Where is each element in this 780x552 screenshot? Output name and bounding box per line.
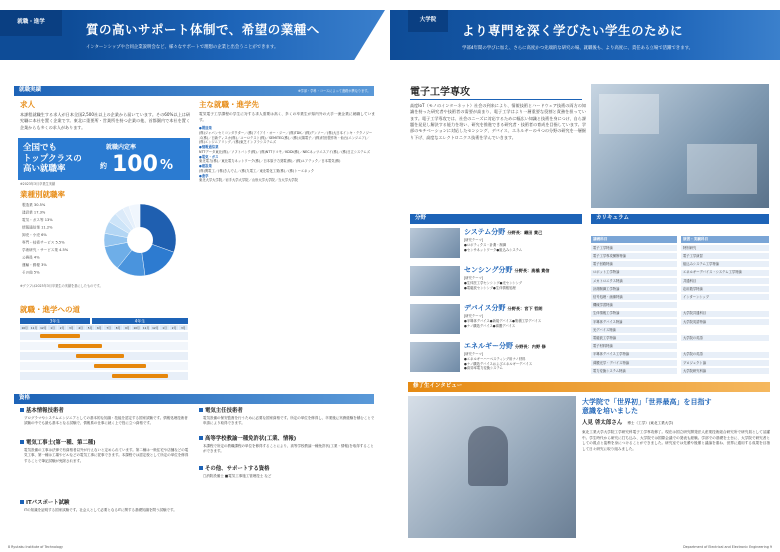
timeline-bar xyxy=(112,374,168,378)
pie-label-0: 製造業 30.5% xyxy=(22,203,46,207)
path-heading: 就職・進学への道 xyxy=(20,305,80,314)
page-subtitle: 学部4年間の学びに加え、さらに高度かつ先端的な研究の場、就職後も、より高度に、責任ある立場で活躍できます。 xyxy=(462,46,694,51)
name-sub: 博士（工学）(東北工業大学) xyxy=(627,421,674,425)
field-head: 分野長：織田 貴己 xyxy=(507,230,543,235)
curriculum-cell: 大学院の英語 xyxy=(681,335,769,342)
field-photo xyxy=(410,304,460,334)
fields-bar-label: 分野 xyxy=(415,215,427,222)
curriculum-cell: 計測制御工学特論 xyxy=(591,286,677,293)
field-photo xyxy=(410,266,460,296)
pie-hole xyxy=(127,227,153,253)
stat-line-3: 高い就職率 xyxy=(23,164,66,175)
curriculum-cell: 電子工学演習 xyxy=(681,253,769,260)
month-label: 8月 xyxy=(115,325,121,330)
year4-label: 4年生 xyxy=(134,318,146,324)
month-label: 3月 xyxy=(69,325,74,330)
section-label: 大学院 xyxy=(408,10,448,32)
stat-line-1: 全国でも xyxy=(23,143,58,153)
month-label: 2月 xyxy=(171,325,177,330)
curriculum-cell: 光デバイス特論 xyxy=(591,327,677,334)
left-header xyxy=(0,10,385,64)
field-name xyxy=(464,228,542,237)
field-title: エネルギー分野 xyxy=(464,342,513,350)
field-topics: [研究テーマ] ●エネルギーハーベスティング用ナノ材料 ●ナノ構造デバイスおよびエネルギーデバイス ●高効率電力変換システム xyxy=(464,352,533,371)
timeline-chart xyxy=(20,318,190,388)
pie-label-5: 専門・技術サービス 5.5% xyxy=(22,240,65,245)
right-footer: Department of Electrical and Electronic Engineering 9 xyxy=(683,544,772,549)
employer-items: (株)ジャパンセミコンダクター／(株)アイアイ・オー・ジー／(株)TDK／(株)デンソー／(株)大日本インキ・テクノジーズ(株)／日新ディスカ(株)／ユーロテスト(株)／SEMITEC(株)／(株)太陽電子／(株)村田製作所・仙台(エンジニア)／(株)エンジニアリング／(株)東芝インフラシステムズ xyxy=(199,130,373,145)
left-footer: 8 Ryutaku Institute of Technology xyxy=(8,544,63,549)
qualification-title: 基本情報技術者 xyxy=(20,408,64,415)
field-item xyxy=(410,266,586,300)
pie-label-6: 学術研究・サービス業 4.5% xyxy=(22,248,69,252)
curriculum-cell: 生体情報工学特論 xyxy=(591,311,677,318)
month-label: 11月 xyxy=(30,325,38,330)
kyujin-text: 本課程就職生する求人が日本全国2,500社以上の企業から届いています。その60%以上は研究職に本社を置く企業です。東北に重要所・営業所を持つ企業の他、首都圏内で本社を置く企業からも多くの求人があります。 xyxy=(20,112,190,130)
qual-section-bar xyxy=(14,394,374,404)
curriculum-cell: メカトロニクス特論 xyxy=(591,278,677,285)
rate-suffix: % xyxy=(160,158,174,173)
fields-bar xyxy=(410,214,582,224)
curriculum-row xyxy=(591,253,769,261)
qualification-title: 電気主任技術者 xyxy=(199,408,243,415)
timeline-bar xyxy=(94,364,146,368)
curriculum-cell: 電磁波工学特論 xyxy=(591,335,677,342)
qualification-title: 高等学校教諭一種免許状(工業、情報) xyxy=(199,436,296,443)
page-title: 質の高いサポート体制で、希望の業種へ xyxy=(86,22,320,37)
field-item xyxy=(410,342,586,376)
qualification-text: 電気設備の保安監督を行うために必要な国家資格です。所定の単位を修得し、卒業後に実務経験を積むことで申請により取得できます。 xyxy=(203,416,375,426)
title-rule xyxy=(410,99,582,100)
curriculum-cell: インターンシップ xyxy=(681,294,769,301)
right-page xyxy=(390,0,780,552)
page-subtitle: インターンシップや合同企業説明会など、様々なサポートで理想の企業と出会うことができます。 xyxy=(86,45,279,50)
rate-prefix: 約 xyxy=(100,162,107,170)
employment-rate-box xyxy=(18,138,190,180)
curriculum-cell: 電力変換システム特論 xyxy=(591,368,677,375)
curriculum-row xyxy=(591,278,769,286)
curriculum-cell: 機械学習特論 xyxy=(591,302,677,309)
kyujin-heading: 求人 xyxy=(20,100,35,109)
curriculum-cell: 大学院英語特論 xyxy=(681,319,769,326)
field-topics: [研究テーマ] ●ロボティクス・計測・制御 ●センサネットワーク●組込みシステム xyxy=(464,238,523,252)
field-item xyxy=(410,228,586,262)
headline-line-1: 大学院で「世界初」「世界最高」を目指す xyxy=(582,398,712,406)
field-head: 分野長：宮下 哲朗 xyxy=(507,306,543,311)
curriculum-row xyxy=(591,302,769,310)
qualification-text: ITの知識を証明する国家試験です。社会人として必要となるITに関する基礎知識を問う試験です。 xyxy=(24,508,177,512)
month-label: 6月 xyxy=(97,325,102,330)
interview-bar xyxy=(408,382,770,392)
qualification-text: プログラマやシステムエンジニアとしての基本的な知識・技能を認定する国家試験です。情報処理技術者試験の中でも最も基本となる試験で、情報系の仕事に就く上で役に立つ資格です。 xyxy=(24,416,188,426)
field-photo xyxy=(410,228,460,258)
pie-label-1: 建設業 17.3% xyxy=(22,210,46,215)
name-main: 人見 啓太郎さん xyxy=(582,420,623,426)
curriculum-cell: 特別研究 xyxy=(681,245,769,252)
field-photo xyxy=(410,342,460,372)
curriculum-cell xyxy=(681,327,769,334)
month-label: 5月 xyxy=(87,325,93,330)
curr-head-2: 演習・実験科目 xyxy=(681,236,769,243)
curriculum-row xyxy=(591,343,769,351)
field-title: システム分野 xyxy=(464,228,506,236)
employer-category: ●建設業 xyxy=(199,164,212,169)
interview-name xyxy=(582,420,673,427)
employer-category: ●電気・ガス xyxy=(199,154,219,159)
employer-category: ●製造業 xyxy=(199,126,212,130)
timeline-bar xyxy=(58,344,102,348)
pie-note: ※グラフは2023年3月卒業生の実績を基にしたものです。 xyxy=(20,284,103,288)
rate-value: 100 xyxy=(112,152,158,177)
employer-items: 東北大学大学院／岩手大学大学院／山形大学大学院／当大学大学院 xyxy=(199,178,298,183)
field-topics: [研究テーマ] ●半導体デバイス●新規デバイス●集積工学デバイス ●ナノ構造デバイス●薄膜デバイス xyxy=(464,314,542,328)
headline-line-2: 意識を培いました xyxy=(582,407,638,416)
field-item xyxy=(410,304,586,338)
month-label: 4月 xyxy=(78,325,83,330)
field-name xyxy=(464,342,546,351)
employers-list xyxy=(199,126,375,183)
employer-category: ●進学 xyxy=(199,173,209,178)
interview-text: 東北工業大学大学院工学研究科電子工学専攻修了。現在は国立研究開発法人産業技術総合研究所で研究員として活躍中。学生時代から研究に打ち込み、大学院では国際会議での発表も経験。学部での基礎を土台に、大学院で研究者としての視点と姿勢を身につけることができました。研究室では先輩や後輩と議論を重ね、世界に通用する成果を目指して日々研究に取り組みました。 xyxy=(582,430,770,451)
curriculum-row xyxy=(591,261,769,269)
month-label: 10月 xyxy=(133,325,140,330)
curriculum-row xyxy=(591,327,769,335)
month-label: 9月 xyxy=(125,325,130,330)
month-label: 12月 xyxy=(152,325,159,330)
stat-headline xyxy=(23,143,82,175)
curriculum-row xyxy=(591,311,769,319)
month-label: 10月 xyxy=(21,325,28,330)
qualification-text: 電気設備の工事は法律で有資格者以外が行えないと定められています。第二種は一般住宅や店舗などの電気工事、第一種は工場やビルなどの電気工事に従事できます。本課程では認定校として所定の単位を修得することで筆記試験が免除されます。 xyxy=(24,448,189,463)
pie-heading: 業種別就職率 xyxy=(20,190,65,199)
employers-heading: 主な就職・進学先 xyxy=(199,100,259,109)
curriculum-cell: 大学院共通科目 xyxy=(681,311,769,318)
curriculum-cell: 半導体デバイス特論 xyxy=(591,319,677,326)
curriculum-cell: 大学院の英語 xyxy=(681,352,769,359)
month-label: 11月 xyxy=(142,325,150,330)
curriculum-bar-label: カリキュラム xyxy=(596,215,629,222)
curriculum-head xyxy=(591,236,769,244)
pie-label-7: 公務員 4% xyxy=(22,255,40,260)
curriculum-row xyxy=(591,270,769,278)
year3-label: 3年生 xyxy=(49,318,61,324)
stat-note: ※2023年3月卒業生実績 xyxy=(20,182,56,186)
timeline-bar xyxy=(40,334,80,338)
employer-items: (株)関電工／(株)きんでん／(株)九電工／東北電化工業(株)／(株)トーエネック xyxy=(199,168,315,173)
industry-pie-chart xyxy=(20,200,190,280)
curr-head-1: 講義科目 xyxy=(591,236,677,243)
field-head: 分野長：内野 修 xyxy=(515,344,546,349)
month-label: 12月 xyxy=(40,325,47,330)
curriculum-cell: プロジェクト論 xyxy=(681,360,769,367)
field-title: デバイス分野 xyxy=(464,304,506,312)
employer-items: 東北電力(株)／東北電力ネットワーク(株)／日本原子力発電(株)／(株)ユアテック／日本電気(株) xyxy=(199,159,341,164)
employers-intro: 電気電子工学課程の学生に対する求人需要は高く、多くの卒業生が県内外の大手一流企業に就職しています。 xyxy=(199,112,375,122)
curriculum-cell: 薄膜光学・デバイス特論 xyxy=(591,360,677,367)
lab-photo xyxy=(591,84,769,208)
pie-label-3: 情報通信業 11.2% xyxy=(22,225,53,230)
pie-label-8: 運輸・郵便 3% xyxy=(22,263,47,267)
curriculum-row xyxy=(591,360,769,368)
curriculum-cell: 組込みシステム工学特論 xyxy=(681,261,769,268)
timeline-row xyxy=(20,342,188,350)
curriculum-row xyxy=(591,352,769,360)
section-label: 就職・進学 xyxy=(0,10,62,36)
employer-category: ●情報通信業 xyxy=(199,145,219,150)
curriculum-cell: 電子工学専攻横断特論 xyxy=(591,253,677,260)
curriculum-bar xyxy=(591,214,769,224)
qualification-title: その他、サポートする資格 xyxy=(199,466,270,473)
page-title: より専門を深く学びたい学生のために xyxy=(462,23,684,38)
timeline-bar xyxy=(76,354,124,358)
field-title: センシング分野 xyxy=(464,266,513,274)
field-topics: [研究テーマ] ●生体医工学センシング●光センシング ●電磁波センシング●生体情報処理 xyxy=(464,276,523,290)
rate-label: 就職内定率 xyxy=(106,144,137,151)
stat-line-2: トップクラスの xyxy=(23,153,82,164)
curriculum-row xyxy=(591,319,769,327)
month-label: 7月 xyxy=(106,325,111,330)
curriculum-cell: エネルギーデバイス・システム工学特論 xyxy=(681,270,769,277)
month-label: 1月 xyxy=(50,325,55,330)
employment-bar-label: 就職実績 xyxy=(19,87,42,94)
curriculum-row xyxy=(591,245,769,253)
field-head: 分野長：高橋 貴信 xyxy=(514,268,550,273)
curriculum-cell: ロボット工学特論 xyxy=(591,270,677,277)
curriculum-cell xyxy=(681,302,769,309)
employer-items: NTTデータ東北(株)／ソフトバンク(株)／(株)NTTドコモ／KDDI(株)／NECネッツエスアイ(株)／(株)日立システムズ xyxy=(199,149,370,154)
curriculum-cell xyxy=(681,343,769,350)
interview-headline xyxy=(582,398,712,417)
interview-photo xyxy=(408,396,576,538)
field-name xyxy=(464,266,549,275)
ee-title: 電子工学専攻 xyxy=(410,87,470,98)
curriculum-cell: 応用数学特論 xyxy=(681,286,769,293)
qualification-title: ITパスポート試験 xyxy=(20,500,69,507)
qualification-text: 本課程で所定の教職課程の単位を修得することにより、高等学校教諭一種免許状(工業・情報)を取得することができます。 xyxy=(203,444,374,454)
curriculum-cell: 共通科目 xyxy=(681,278,769,285)
month-label: 2月 xyxy=(59,325,65,330)
curriculum-row xyxy=(591,335,769,343)
pie-label-2: 電気・ガス等 13% xyxy=(22,218,53,222)
curriculum-cell: 電子工学特論 xyxy=(591,245,677,252)
pie-label-9: その他 5% xyxy=(22,270,40,275)
qualification-title: 電気工事士(第一種、第二種) xyxy=(20,440,96,447)
qualification-text: □消防設備士 ■電気工事施工管理技士 など xyxy=(203,474,272,478)
curriculum-cell: 半導体デバイス工学特論 xyxy=(591,352,677,359)
pie-label-4: 卸売・小売 6% xyxy=(22,233,47,237)
month-label: 3月 xyxy=(181,325,186,330)
month-label: 1月 xyxy=(162,325,167,330)
employment-note: ※学部・学科・コースによって進路が異なります。 xyxy=(298,89,371,93)
ee-text: 高度IoT（モノのインターネット）社会の到来により、情報技術とハードウェア技術の両方の知識を持った研究者や技術者の需要が高まり、電子工学はより一層重要な役割と責務を担っています。電子工学専攻では、社会のニーズに対応するために幅広い知識と技術を身につけ、自ら課題を発見し解決する能力を培い、研究を推進できる研究者・技術者の育成を目指しています。学部のモチベーションに対応したセンシング、デバイス、エネルギーの４つの分野の研究を一層掘り下げ、高度なエレクトロニクス技術を学んでいきます。 xyxy=(410,103,586,140)
curriculum-cell: 電子材料特論 xyxy=(591,343,677,350)
curriculum-row xyxy=(591,286,769,294)
qual-bar-label: 資格 xyxy=(19,395,31,402)
curriculum-cell: 信号処理・画像特論 xyxy=(591,294,677,301)
right-header xyxy=(390,10,780,64)
curriculum-cell: 電子回路特論 xyxy=(591,261,677,268)
curriculum-cell: 大学院研究科論 xyxy=(681,368,769,375)
interview-bar-label: 修了生インタビュー xyxy=(413,383,463,390)
curriculum-row xyxy=(591,294,769,302)
curriculum-row xyxy=(591,368,769,376)
field-name xyxy=(464,304,542,313)
